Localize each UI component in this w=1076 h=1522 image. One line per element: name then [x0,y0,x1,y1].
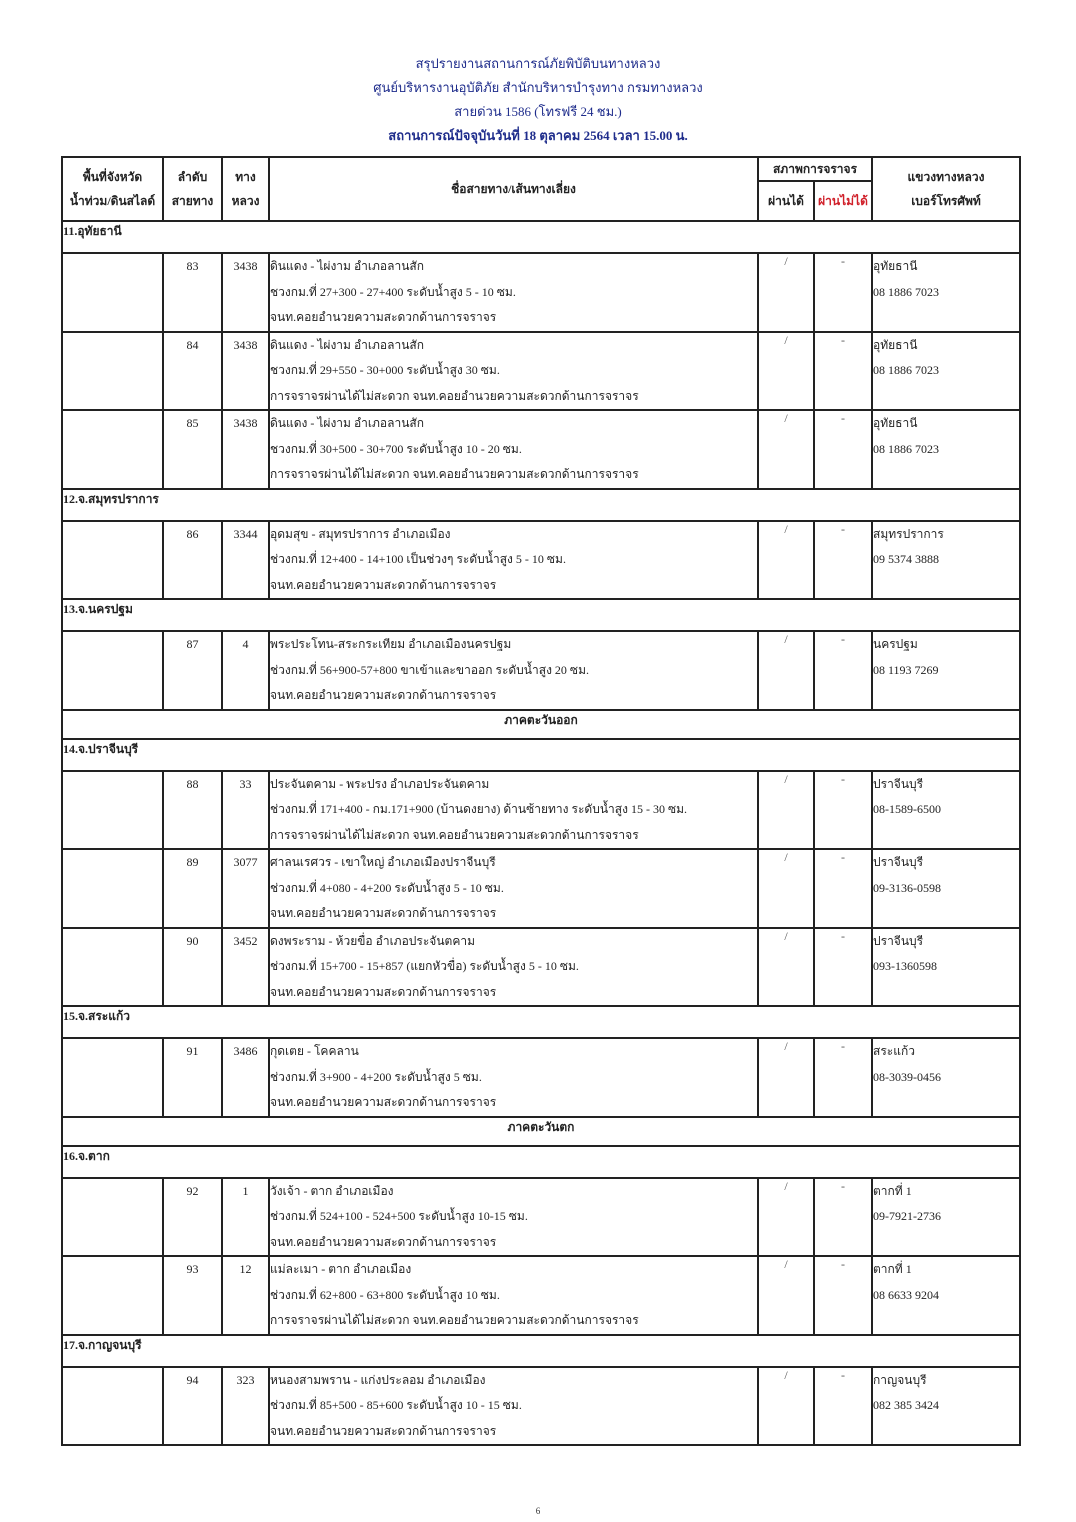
col-header-highway-line1: ทาง [235,170,256,184]
table-row [62,771,1020,850]
cell-impassable: - [814,928,872,1007]
cell-area [62,521,163,600]
office-name: สระแก้ว [873,1044,915,1058]
cell-seq: 94 [163,1367,222,1446]
report-status-time: สถานการณ์ปัจจุบันวันที่ 18 ตุลาคม 2564 เวลา 15.00 น. [388,128,688,143]
office-name: ปราจีนบุรี [873,933,924,948]
cell-passable: / [758,631,814,710]
report-header [0,52,1076,148]
route-description-line: ดินแดง - ไผ่งาม อำเภอลานสัก [270,416,425,430]
route-description-line: ประจันตคาม - พระปรง อำเภอประจันตคาม [270,776,490,791]
cell-passable: / [758,410,814,489]
region-row [62,710,1020,739]
office-name: กาญจนบุรี [873,1372,927,1387]
cell-impassable: - [814,410,872,489]
table-row [62,410,1020,489]
cell-passable: / [758,849,814,928]
province-label: 13.จ.นครปฐม [62,599,1020,631]
office-name: ปราจีนบุรี [873,776,924,791]
cell-highway: 3438 [222,253,269,332]
table-row [62,1367,1020,1446]
cell-office [872,332,1020,411]
col-header-office-line2: เบอร์โทรศัพท์ [911,194,981,208]
route-description-line: ดินแดง - ไผ่งาม อำเภอลานสัก [270,337,425,352]
office-name: อุทัยธานี [873,416,918,430]
cell-route-description [269,1178,758,1257]
cell-route-description [269,1256,758,1335]
route-description-line: กุดเตย - โคคลาน [270,1044,359,1058]
route-description-line: ชวงกม.ที่ 29+550 - 30+000 ระดับน้ำสูง 30 ซม. [270,363,500,377]
cell-area [62,1038,163,1117]
cell-impassable: - [814,631,872,710]
cell-seq: 90 [163,928,222,1007]
cell-area [62,1256,163,1335]
cell-impassable: - [814,253,872,332]
cell-highway: 3438 [222,332,269,411]
page-number: 6 [535,1506,541,1516]
cell-seq: 86 [163,521,222,600]
cell-highway: 4 [222,631,269,710]
cell-passable: / [758,332,814,411]
cell-area [62,849,163,928]
region-label: ภาคตะวันออก [62,710,1020,739]
cell-area [62,410,163,489]
cell-seq: 92 [163,1178,222,1257]
route-description-line: จนท.คอยอำนวยความสะดวกด้านการจราจร [270,984,497,999]
cell-impassable: - [814,849,872,928]
route-description-line: ช่วงกม.ที่ 171+400 - กม.171+900 (บ้านดงยาง) ด้านซ้ายทาง ระดับน้ำสูง 15 - 30 ซม. [270,802,687,816]
cell-passable: / [758,1178,814,1257]
road-status-table [61,156,1021,1446]
route-description-line: จนท.คอยอำนวยความสะดวกด้านการจราจร [270,688,497,702]
cell-seq: 83 [163,253,222,332]
col-header-passable: ผ่านได้ [758,181,814,221]
cell-office [872,849,1020,928]
route-description-line: แม่ละเมา - ตาก อำเภอเมือง [270,1262,412,1276]
office-phone: 093-1360598 [873,959,937,973]
cell-seq: 84 [163,332,222,411]
table-row [62,332,1020,411]
province-label: 15.จ.สระแก้ว [62,1006,1020,1038]
route-description-line: วังเจ้า - ตาก อำเภอเมือง [270,1183,394,1198]
cell-seq: 85 [163,410,222,489]
office-phone: 08 6633 9204 [873,1287,939,1302]
cell-highway: 3452 [222,928,269,1007]
province-label: 14.จ.ปราจีนบุรี [62,739,1020,771]
route-description-line: จนท.คอยอำนวยความสะดวกด้านการจราจร [270,1423,497,1438]
office-phone: 09 5374 3888 [873,552,939,566]
section-row [62,1335,1020,1367]
cell-passable: / [758,928,814,1007]
col-header-area [62,157,163,221]
cell-passable: / [758,771,814,850]
cell-highway: 12 [222,1256,269,1335]
col-header-route-name: ชื่อสายทาง/เส้นทางเลี่ยง [269,157,758,221]
col-header-highway [222,157,269,221]
cell-office [872,253,1020,332]
cell-passable: / [758,1038,814,1117]
office-name: อุทัยธานี [873,337,918,352]
cell-route-description [269,849,758,928]
section-row [62,221,1020,253]
office-name: ปราจีนบุรี [873,855,924,869]
office-name: สมุทรปราการ [873,526,944,541]
cell-impassable: - [814,521,872,600]
route-description-line: ช่วงกม.ที่ 56+900-57+800 ขาเข้าและขาออก ระดับน้ำสูง 20 ซม. [270,662,589,677]
table-header [62,157,1020,221]
cell-seq: 88 [163,771,222,850]
cell-passable: / [758,1367,814,1446]
col-header-seq-line1: ลำดับ [177,170,208,184]
table-row [62,849,1020,928]
office-name: อุทัยธานี [873,259,918,273]
section-row [62,1006,1020,1038]
office-phone: 08 1886 7023 [873,284,939,299]
section-row [62,739,1020,771]
cell-office [872,631,1020,710]
col-header-traffic-status: สภาพการจราจร [758,157,872,181]
province-label: 11.อุทัยธานี [62,221,1020,253]
cell-area [62,1367,163,1446]
col-header-seq [163,157,222,221]
table-row [62,1178,1020,1257]
office-phone: 08 1886 7023 [873,441,939,456]
report-title: สรุปรายงานสถานการณ์ภัยพิบัติบนทางหลวง [415,56,661,71]
office-phone: 09-7921-2736 [873,1209,941,1223]
cell-highway: 33 [222,771,269,850]
cell-route-description [269,631,758,710]
cell-route-description [269,521,758,600]
cell-highway: 3486 [222,1038,269,1117]
province-label: 12.จ.สมุทรปราการ [62,489,1020,521]
cell-route-description [269,410,758,489]
section-row [62,489,1020,521]
table-row [62,1256,1020,1335]
cell-passable: / [758,253,814,332]
cell-impassable: - [814,332,872,411]
region-label: ภาคตะวันตก [62,1117,1020,1146]
cell-highway: 1 [222,1178,269,1257]
cell-route-description [269,771,758,850]
section-row [62,1146,1020,1178]
cell-area [62,332,163,411]
cell-route-description [269,332,758,411]
route-description-line: จนท.คอยอำนวยความสะดวกด้านการจราจร [270,310,497,324]
route-description-line: หนองสามพราน - แก่งประลอม อำเภอเมือง [270,1372,486,1387]
province-label: 16.จ.ตาก [62,1146,1020,1178]
col-header-area-line2: น้ำท่วม/ดินสไลด์ [69,194,156,208]
cell-office [872,928,1020,1007]
cell-seq: 89 [163,849,222,928]
office-phone: 08 1193 7269 [873,662,939,677]
cell-highway: 323 [222,1367,269,1446]
col-header-area-line1: พื้นที่จังหวัด [82,170,143,184]
cell-seq: 87 [163,631,222,710]
office-phone: 09-3136-0598 [873,880,941,895]
route-description-line: ช่วงกม.ที่ 524+100 - 524+500 ระดับน้ำสูง 10-15 ซม. [270,1209,528,1223]
table-row [62,1038,1020,1117]
cell-area [62,631,163,710]
cell-impassable: - [814,771,872,850]
office-phone: 08 1886 7023 [873,363,939,377]
cell-route-description [269,1367,758,1446]
cell-office [872,771,1020,850]
office-name: นครปฐม [873,637,918,651]
route-description-line: อุดมสุข - สมุทรปราการ อำเภอเมือง [270,526,451,541]
col-header-office [872,157,1020,221]
route-description-line: ชวงกม.ที่ 30+500 - 30+700 ระดับน้ำสูง 10 - 20 ซม. [270,441,522,456]
table-row [62,928,1020,1007]
cell-office [872,1178,1020,1257]
route-description-line: ชวงกม.ที่ 27+300 - 27+400 ระดับน้ำสูง 5 - 10 ซม. [270,284,516,299]
cell-seq: 93 [163,1256,222,1335]
section-row [62,599,1020,631]
table-row [62,521,1020,600]
office-phone: 08-1589-6500 [873,802,941,816]
office-name: ตากที่ 1 [873,1183,912,1198]
route-description-line: ช่วงกม.ที่ 15+700 - 15+857 (แยกหัวขื่อ) ระดับน้ำสูง 5 - 10 ซม. [270,959,579,973]
cell-highway: 3438 [222,410,269,489]
route-description-line: การจราจรผ่านได้ไม่สะดวก จนท.คอยอำนวยความสะดวกด้านการจราจร [270,827,639,842]
route-description-line: จนท.คอยอำนวยความสะดวกด้านการจราจร [270,1095,497,1109]
col-header-impassable: ผ่านไม่ได้ [814,181,872,221]
cell-impassable: - [814,1038,872,1117]
cell-area [62,253,163,332]
route-description-line: ช่วงกม.ที่ 3+900 - 4+200 ระดับน้ำสูง 5 ซม. [270,1069,482,1084]
col-header-office-line1: แขวงทางหลวง [907,170,985,184]
office-phone: 082 385 3424 [873,1398,939,1412]
cell-impassable: - [814,1256,872,1335]
region-row [62,1117,1020,1146]
route-description-line: ช่วงกม.ที่ 62+800 - 63+800 ระดับน้ำสูง 10 ซม. [270,1287,500,1302]
office-name: ตากที่ 1 [873,1262,912,1276]
route-description-line: ช่วงกม.ที่ 4+080 - 4+200 ระดับน้ำสูง 5 - 10 ซม. [270,880,504,895]
cell-area [62,771,163,850]
office-phone: 08-3039-0456 [873,1069,941,1084]
cell-route-description [269,1038,758,1117]
cell-area [62,1178,163,1257]
cell-route-description [269,253,758,332]
cell-area [62,928,163,1007]
cell-passable: / [758,521,814,600]
cell-office [872,1367,1020,1446]
route-description-line: จนท.คอยอำนวยความสะดวกด้านการจราจร [270,577,497,592]
cell-seq: 91 [163,1038,222,1117]
route-description-line: ช่วงกม.ที่ 85+500 - 85+600 ระดับน้ำสูง 10 - 15 ซม. [270,1398,522,1412]
report-organization: ศูนย์บริหารงานอุบัติภัย สำนักบริหารบำรุงทาง กรมทางหลวง [373,80,703,95]
col-header-highway-line2: หลวง [231,194,260,208]
route-description-line: ดินแดง - ไผ่งาม อำเภอลานสัก [270,259,425,273]
cell-office [872,1256,1020,1335]
table-body [62,221,1020,1445]
route-description-line: การจราจรผ่านได้ไม่สะดวก จนท.คอยอำนวยความสะดวกด้านการจราจร [270,388,639,403]
cell-impassable: - [814,1367,872,1446]
route-description-line: พระประโทน-สระกระเทียม อำเภอเมืองนครปฐม [270,637,512,651]
cell-office [872,521,1020,600]
route-description-line: จนท.คอยอำนวยความสะดวกด้านการจราจร [270,906,497,920]
route-description-line: จนท.คอยอำนวยความสะดวกด้านการจราจร [270,1234,497,1249]
cell-office [872,410,1020,489]
cell-highway: 3344 [222,521,269,600]
route-description-line: การจราจรผ่านได้ไม่สะดวก จนท.คอยอำนวยความสะดวกด้านการจราจร [270,467,639,481]
route-description-line: ช่วงกม.ที่ 12+400 - 14+100 เป็นช่วงๆ ระดับน้ำสูง 5 - 10 ซม. [270,552,566,566]
table-row [62,631,1020,710]
col-header-seq-line2: สายทาง [171,194,214,208]
cell-impassable: - [814,1178,872,1257]
cell-route-description [269,928,758,1007]
cell-highway: 3077 [222,849,269,928]
cell-office [872,1038,1020,1117]
route-description-line: การจราจรผ่านได้ไม่สะดวก จนท.คอยอำนวยความสะดวกด้านการจราจร [270,1313,639,1327]
route-description-line: ศาลนเรศวร - เขาใหญ่ อำเภอเมืองปราจีนบุรี [270,855,496,869]
report-hotline: สายด่วน 1586 (โทรฟรี 24 ชม.) [454,104,622,119]
table-row [62,253,1020,332]
route-description-line: ดงพระราม - ห้วยขื่อ อำเภอประจันตคาม [270,933,476,948]
cell-passable: / [758,1256,814,1335]
province-label: 17.จ.กาญจนบุรี [62,1335,1020,1367]
